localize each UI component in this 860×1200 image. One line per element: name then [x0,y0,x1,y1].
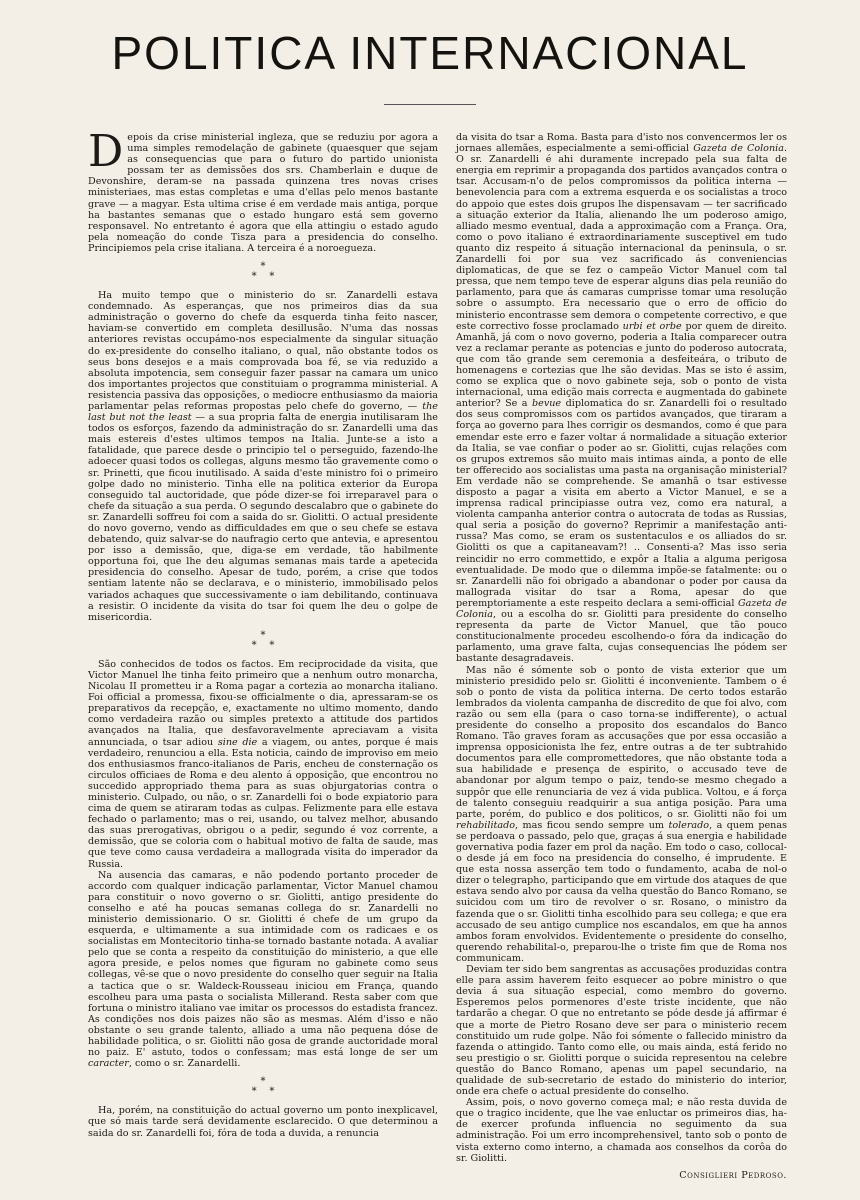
paragraph-giolitti: Na ausencia das camaras, e não podendo portanto proceder de accordo com qualquer indicação parlamentar, Victor Manuel chamou para constituir o novo governo o sr. Giolitti, antigo presidente do conselho e até ha poucas semanas collega do sr. Zanardelli no ministerio demissionario. O sr. Giolitti é chefe de um grupo da esquerda, e ultimamente a sua intimidade com os radicaes e os socialistas em Montecitorio tinha-se tornado bastante notada. A avaliar pelo que se conta a respeito da constituição do ministerio, a que elle agora preside, e pelos nomes que figuram no gabinete como seus collegas, vê-se que o novo presidente do conselho quer seguir na Italia a tactica que o sr. Waldeck-Rousseau iniciou em França, quando escolheu para uma pasta o socialista Millerand. Resta saber com que fortuna o ministro italiano vae imitar os processos do estadista francez. As condições nos dois paizes não são as mesmas. Além d'isso e não obstante o seu grande talento, alliado a uma não pequena dóse de habilidade politica, o sr. Giolitti não gosa de grande auctoridade moral no paiz. E' astuto, todos o confessam; mas está longe de ser um caracter, como o sr. Zanardelli. [88,869,438,1070]
section-separator: * * * [251,261,275,283]
author-signature: Consiglieri Pedroso. [679,1169,787,1181]
paragraph-inexplicable: Ha, porém, na constituição do actual governo um ponto inexplicavel, que só mais tarde será devidamente esclarecido. O que determinou a saida do sr. Zanardelli foi, fóra de toda a duvida, a renuncia [88,1105,438,1139]
intro-paragraph: Depois da crise ministerial ingleza, que se reduziu por agora a uma simples remodelação de gabinete (quaesquer que sejam as consequencias que para o futuro do partido unionista possam ter as demissões dos srs. Chamberlain e duque de Devonshire, deram-se na passada quinzena tres novas crises ministeriaes, mas estas completas e uma d'ellas pelo menos bastante grave — a magyar. Esta ultima crise é em verdade mais antiga, porque ha bastantes semanas que o estado hungaro está sem governo responsavel. No entretanto é agora que ella attingiu o estado agudo pela nomeação do conde Tisza para a presidencia do conselho. Principiemos pela crise italiana. A terceira é a noroegueza. [88,126,438,254]
paragraph-zanardelli: Ha muito tempo que o ministerio do sr. Zanardelli estava condemnado. As esperanças, que nos primeiros dias da sua administração o governo do chefe da esquerda tinha feito nascer, haviam-se convertido em completa desillusão. N'uma das nossas anteriores revistas occupámo-nos especialmente da singular situação do ex-presidente do conselho italiano, o qual, não obstante todos os seus bons desejos e a mais comprovada boa fé, se via reduzido a absoluta impotencia, sem conseguir fazer passar na camara um unico dos importantes projectos que constituiam o programma ministerial. A resistencia passiva das opposições, o mediocre enthusiasmo da maioria parlamentar pelas reformas propostas pelo chefe do governo, — the last but not the least — a sua propria falta de energia inutilisaram lhe todos os esforços, fazendo da administração do sr. Zanardelli uma das mais estereis d'estes ultimos tempos na Italia. Junte-se a isto a fatalidade, que parece desde o principio tel o perseguido, fazendo-lhe adoecer quasi todos os collegas, alguns mesmo tão gravemente como o sr. Prinetti, que ficou inutilisado. A saida d'este ministro foi o primeiro golpe dado no ministerio. Tinha elle na politica exterior da Europa conseguido tal auctoridade, que póde dizer-se foi irreparavel para o chefe da situação a sua perda. O segundo descalabro que o gabinete do sr. Zanardelli soffreu foi com a saida do sr. Giolitti. O actual presidente do novo governo, vendo as difficuldades em que o seu chefe se estava debatendo, quiz salvar-se do naufragio certo que antevia, e apresentou por isso a demissão, que, diga-se em verdade, tão habilmente opportuna foi, que lhe deu algumas semanas mais tarde a apetecida presidencia do conselho. Apesar de tudo, porém, a crise que todos sentiam latente não se declarava, e o ministerio, immobilisado pelos variados achaques que successivamente o iam debilitando, continuava a resistir. O incidente da visita do tsar foi quem lhe deu o golpe de misericordia. [88,290,438,623]
section-separator: * * * [251,1076,275,1098]
title-rule [384,104,476,105]
paragraph-rosano: Deviam ter sido bem sangrentas as accusações produzidas contra elle para assim haverem feito esquecer ao pobre ministro o que devia á sua situação especial, como membro do governo. Esperemos pelos pormenores d'este triste incidente, que não tardarão a chegar. O que no entretanto se póde desde já affirmar é que a morte de Pietro Rosano deve ser para o ministerio recem constituido um rude golpe. Não foi sómente o fallecido ministro da fazenda o attingido. Tanto como elle, ou mais ainda, está ferido no seu prestigio o sr. Giolitti porque o suicida representou na celebre questão do Banco Romano, apenas um papel secundario, na qualidade de sub-secretario de estado do ministerio do interior, onde era chefe o actual presidente do conselho. [456,964,787,1098]
left-column [88,126,438,1139]
paragraph-internal-politics: Mas não é sómente sob o ponto de vista exterior que um ministerio presidido pelo sr. Giolitti é inconveniente. Tambem o é sob o ponto de vista da politica interna. De certo todos estarão lembrados da violenta campanha de discredito de que foi alvo, com razão ou sem ella (para o caso torna-se indifferente), o actual presidente do conselho a proposito dos escandalos do Banco Romano. Tão graves foram as accusações que por essa occasião a imprensa opposicionista lhe fez, entre outras a de ter subtrahido documentos para elle compromettedores, que não obstante toda a sua habilidade e presença de espirito, o accusado teve de abandonar por algum tempo o paiz, tendo-se mesmo chegado a suppôr que elle renunciaria de vez á vida publica. Voltou, e á força de talento conseguiu readquirir a sua antiga posição. Para uma parte, porém, do publico e dos politicos, o sr. Giolitti não foi um rehabilitado, mas ficou sendo sempre um tolerado, a quem penas se perdoava o passado, pelo que, graças á sua energia e habilidade governativa podia fazer em prol da nação. Em todo o caso, collocal-o desde já em foco na presidencia do conselho, é imprudente. E que esta nossa asserção tem todo o fundamento, acaba de nol-o dizer o telegrapho, participando que em virtude dos ataques de que estava sendo alvo por causa da velha questão do Banco Romano, se suicidou com um tiro de revolver o sr. Rosano, o ministro da fazenda que o sr. Giolitti tinha escolhido para seu collega; e que era accusado de seu antigo cumplice nos escandalos, em que ha annos ambos foram envolvidos. Evidentemente o presidente do conselho, querendo rehabilital-o, preparou-lhe o triste fim que de Roma nos communicam. [456,664,788,964]
page-title: POLITICA INTERNACIONAL [111,27,749,79]
paragraph-conclusion: Assim, pois, o novo governo começa mal; e não resta duvida de que o tragico incidente, que lhe vae enluctar os primeiros dias, ha-de exercer profunda influencia no seguimento da sua administração. Foi um erro incomprehensivel, tanto sob o ponto de vista externo como interno, a chamada aos conselhos da corôa do sr. Giolitti. [456,1097,787,1164]
paragraph-tsar-visit: São conhecidos de todos os factos. Em reciprocidade da visita, que Victor Manuel lhe tinha feito primeiro que a nenhum outro monarcha, Nicolau II prometteu ir a Roma pagar a cortezia ao monarcha italiano. Foi official a promessa, fixou-se officialmente o dia, apressaram-se os preparativos da recepção, e, exactamente no ultimo momento, dando como verdadeira razão ou simples pretexto a attitude dos partidos avançados na Italia, que desfavoravelmente apreciavam a visita annunciada, o tsar adiou sine die a viagem, ou antes, porque é mais verdadeiro, renunciou a ella. Esta noticia, caindo de improviso em meio dos enthusiasmos franco-italianos de Paris, encheu de consternação os circulos officiaes de Roma e deu alento á opposição, que encontrou no succedido appropriado thema para as suas objurgatorias contra o ministerio. Culpado, ou não, o sr. Zanardelli foi o bode expiatorio para cima de quem se atiraram todas as culpas. Felizmente para elle estava fechado o parlamento; mas o rei, usando, ou talvez melhor, abusando das suas prerogativas, obrigou o a pedir, segundo é voz corrente, a demissão, que se coloria com o habitual motivo de falta de saude, mas que teve como causa verdadeira a mallograda visita do imperador da Russia. [88,658,438,870]
section-separator: * * * [251,629,275,651]
right-column [456,132,787,1181]
drop-cap: D [88,126,124,177]
paragraph-continuation: da visita do tsar a Roma. Basta para d'isto nos convencermos ler os jornaes allemães, especialmente a semi-official Gazeta de Colonia. O sr. Zanardelli é ahi duramente increpado pela sua falta de energia em reprimir a propaganda dos partidos avançados contra o tsar. Accusam-n'o de pelos compromissos da politica interna — benevolencia para com a extrema esquerda e os socialistas a troco do appoio que estes dois grupos lhe dispensavam — ter sacrificado a situação exterior da Italia, alienando lhe um poderoso amigo, alliado mesmo eventual, dada a approximação com a França. Ora, como o povo italiano é extraordinariamente susceptivel em tudo quanto diz respeito á situação internacional da peninsula, o sr. Zanardelli foi por sua vez sacrificado ás conveniencias diplomaticas, de que se fez o campeão Victor Manuel com tal pressa, que nem tempo teve de esperar alguns dias pela reunião do parlamento, para que ás camaras cumprisse tomar uma resolução sobre o assumpto. Era necessario que o erro de officio do ministerio encontrasse sem demora o competente correctivo, e que este correctivo fosse proclamado urbi et orbe por quem de direito. Amanhã, já com o novo governo, poderia a Italia comparecer outra vez a reclamar perante as potencias e junto do poderoso autocrata, que com tão grande sem ceremonia a desfeiteára, o tributo de homenagens e cortezias que lhe são devidas. Mas se isto é assim, como se explica que o novo gabinete seja, sob o ponto de vista internacional, uma edição mais correcta e augmentada do gabinete anterior? Se a bevue diplomatica do sr. Zanardelli foi o resultado dos seus compromissos com os partidos avançados, que tiraram a força ao governo para lhes corrigir os desmandos, como é que para emendar este erro e fazer voltar á normalidade a situação exterior da Italia, se vae confiar o poder ao sr. Giolitti, cujas relações com os grupos extremos são muito mais intimas ainda, a ponto de elle ter offerecido aos socialistas uma pasta na organisação ministerial? Em verdade não se comprehende. Se amanhã o tsar estivesse disposto a pagar a visita em aberto a Victor Manuel, e se a imprensa radical principiasse outra vez, como era natural, a violenta campanha anterior contra o autocrata de todas as Russias, qual seria a posição do governo? Reprimir a manifestação anti-russa? Mas como, se eram os sustentaculos e os alliados do sr. Giolitti os que a capitaneavam?! .. Consenti-a? Mas isso seria reincidir no erro commettido, e expôr a Italia a alguma perigosa eventualidade. De modo que o dilemma impõe-se fatalmente: ou o sr. Zanardelli não foi obrigado a abandonar o poder por causa da mallograda visitar do tsar a Roma, apesar do que peremptoriamente a este respeito declara a semi-official Gazeta de Colonia, ou a escolha do sr. Giolitti para presidente do conselho representa da parte de Victor Manuel, que tão pouco constitucionalmente procedeu escolhendo-o fóra da indicação do parlamento, uma grave falta, cujas consequencias lhe pódem ser bastante desagradaveis. [456,132,787,665]
